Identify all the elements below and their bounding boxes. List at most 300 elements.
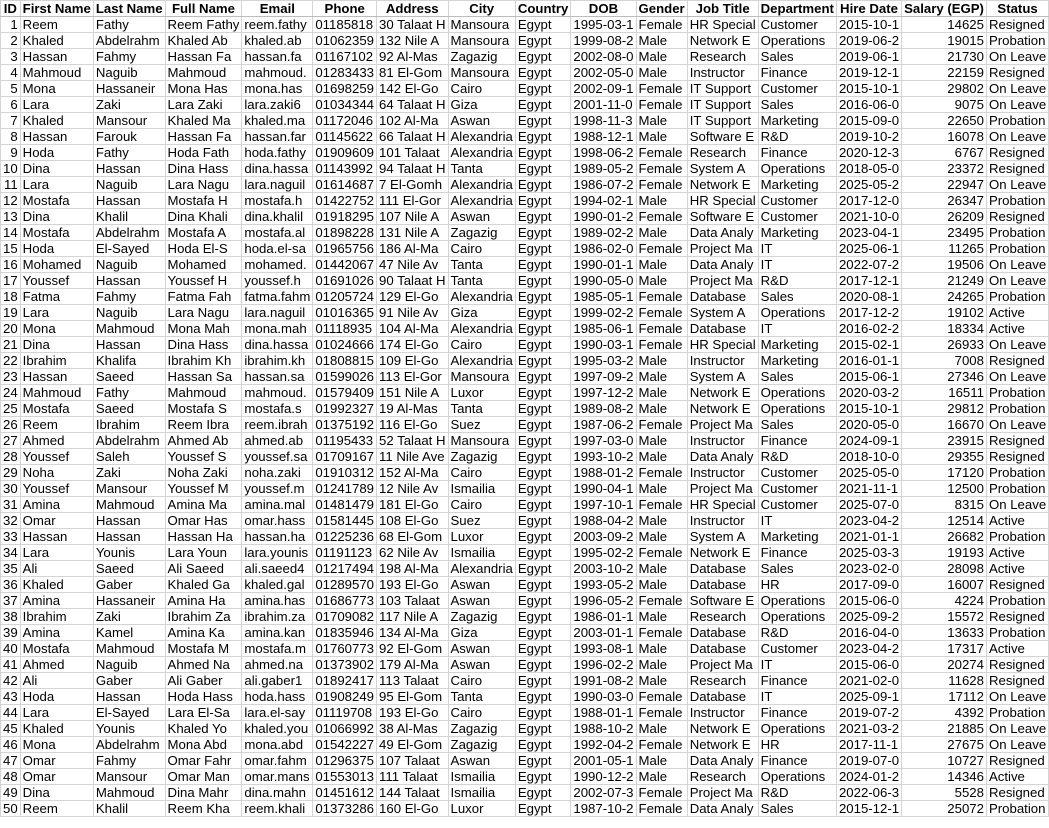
cell-first-name[interactable]: Dina	[20, 161, 93, 177]
cell-full-name[interactable]: Ali Gaber	[165, 673, 242, 689]
column-header-full-name[interactable]: Full Name	[165, 1, 242, 17]
cell-phone[interactable]: 01709082	[313, 609, 377, 625]
cell-department[interactable]: Finance	[758, 433, 836, 449]
cell-hire-date[interactable]: 2023-04-1	[836, 225, 901, 241]
cell-city[interactable]: Ismailia	[448, 769, 515, 785]
cell-status[interactable]: Resigned	[986, 673, 1048, 689]
cell-email[interactable]: ahmed.na	[242, 657, 313, 673]
cell-email[interactable]: ahmed.ab	[242, 433, 313, 449]
cell-address[interactable]: 117 Nile A	[377, 609, 448, 625]
cell-job-title[interactable]: System A	[687, 529, 758, 545]
cell-gender[interactable]: Female	[636, 161, 687, 177]
cell-address[interactable]: 111 Talaat	[377, 769, 448, 785]
cell-hire-date[interactable]: 2017-12-0	[836, 193, 901, 209]
cell-last-name[interactable]: Khalil	[93, 209, 165, 225]
cell-dob[interactable]: 1997-12-2	[571, 385, 636, 401]
cell-id[interactable]: 26	[1, 417, 21, 433]
cell-email[interactable]: hoda.el-sa	[242, 241, 313, 257]
cell-phone[interactable]: 01119708	[313, 705, 377, 721]
cell-hire-date[interactable]: 2016-04-0	[836, 625, 901, 641]
cell-salary[interactable]: 26933	[902, 337, 987, 353]
cell-full-name[interactable]: Amina Ka	[165, 625, 242, 641]
cell-department[interactable]: Marketing	[758, 529, 836, 545]
cell-address[interactable]: 92 El-Gom	[377, 641, 448, 657]
cell-status[interactable]: Resigned	[986, 17, 1048, 33]
cell-address[interactable]: 30 Talaat H	[377, 17, 448, 33]
cell-country[interactable]: Egypt	[515, 337, 571, 353]
cell-last-name[interactable]: Fahmy	[93, 289, 165, 305]
cell-email[interactable]: dina.mahn	[242, 785, 313, 801]
cell-salary[interactable]: 20274	[902, 657, 987, 673]
cell-salary[interactable]: 22650	[902, 113, 987, 129]
cell-dob[interactable]: 2002-09-1	[571, 81, 636, 97]
cell-first-name[interactable]: Mostafa	[20, 225, 93, 241]
cell-first-name[interactable]: Amina	[20, 625, 93, 641]
cell-country[interactable]: Egypt	[515, 513, 571, 529]
cell-salary[interactable]: 22159	[902, 65, 987, 81]
cell-email[interactable]: omar.hass	[242, 513, 313, 529]
cell-phone[interactable]: 01808815	[313, 353, 377, 369]
cell-gender[interactable]: Female	[636, 145, 687, 161]
cell-phone[interactable]: 01698259	[313, 81, 377, 97]
cell-status[interactable]: Resigned	[986, 209, 1048, 225]
cell-address[interactable]: 179 Al-Ma	[377, 657, 448, 673]
cell-salary[interactable]: 11628	[902, 673, 987, 689]
cell-status[interactable]: Resigned	[986, 433, 1048, 449]
cell-last-name[interactable]: Saleh	[93, 449, 165, 465]
cell-full-name[interactable]: Mona Mah	[165, 321, 242, 337]
cell-id[interactable]: 44	[1, 705, 21, 721]
cell-hire-date[interactable]: 2019-07-2	[836, 705, 901, 721]
cell-status[interactable]: On Leave	[986, 369, 1048, 385]
cell-id[interactable]: 31	[1, 497, 21, 513]
cell-hire-date[interactable]: 2021-10-0	[836, 209, 901, 225]
cell-gender[interactable]: Female	[636, 689, 687, 705]
cell-phone[interactable]: 01172046	[313, 113, 377, 129]
cell-department[interactable]: Finance	[758, 65, 836, 81]
cell-first-name[interactable]: Lara	[20, 305, 93, 321]
cell-dob[interactable]: 1986-01-1	[571, 609, 636, 625]
cell-country[interactable]: Egypt	[515, 273, 571, 289]
cell-last-name[interactable]: Mahmoud	[93, 497, 165, 513]
cell-department[interactable]: R&D	[758, 785, 836, 801]
cell-email[interactable]: hassan.fa	[242, 49, 313, 65]
cell-first-name[interactable]: Ali	[20, 561, 93, 577]
cell-email[interactable]: lara.naguil	[242, 305, 313, 321]
cell-status[interactable]: Probation	[986, 481, 1048, 497]
cell-phone[interactable]: 01691026	[313, 273, 377, 289]
cell-address[interactable]: 62 Nile Av	[377, 545, 448, 561]
cell-last-name[interactable]: Fahmy	[93, 49, 165, 65]
cell-first-name[interactable]: Mahmoud	[20, 385, 93, 401]
cell-gender[interactable]: Male	[636, 385, 687, 401]
cell-hire-date[interactable]: 2022-06-3	[836, 785, 901, 801]
cell-city[interactable]: Cairo	[448, 673, 515, 689]
cell-id[interactable]: 46	[1, 737, 21, 753]
cell-department[interactable]: Finance	[758, 145, 836, 161]
cell-email[interactable]: dina.hassa	[242, 337, 313, 353]
cell-full-name[interactable]: Dina Mahr	[165, 785, 242, 801]
cell-phone[interactable]: 01225236	[313, 529, 377, 545]
cell-full-name[interactable]: Dina Hass	[165, 161, 242, 177]
cell-dob[interactable]: 2003-01-1	[571, 625, 636, 641]
cell-address[interactable]: 92 Al-Mas	[377, 49, 448, 65]
cell-salary[interactable]: 4224	[902, 593, 987, 609]
cell-dob[interactable]: 1985-06-1	[571, 321, 636, 337]
cell-status[interactable]: Resigned	[986, 785, 1048, 801]
column-header-email[interactable]: Email	[242, 1, 313, 17]
cell-full-name[interactable]: Mostafa A	[165, 225, 242, 241]
cell-salary[interactable]: 23495	[902, 225, 987, 241]
cell-full-name[interactable]: Reem Ibra	[165, 417, 242, 433]
cell-country[interactable]: Egypt	[515, 353, 571, 369]
cell-salary[interactable]: 8315	[902, 497, 987, 513]
column-header-job-title[interactable]: Job Title	[687, 1, 758, 17]
cell-gender[interactable]: Male	[636, 449, 687, 465]
cell-last-name[interactable]: Fathy	[93, 145, 165, 161]
cell-full-name[interactable]: Ibrahim Kh	[165, 353, 242, 369]
cell-status[interactable]: Resigned	[986, 449, 1048, 465]
cell-id[interactable]: 6	[1, 97, 21, 113]
cell-id[interactable]: 7	[1, 113, 21, 129]
cell-city[interactable]: Suez	[448, 417, 515, 433]
cell-salary[interactable]: 23915	[902, 433, 987, 449]
cell-first-name[interactable]: Omar	[20, 513, 93, 529]
cell-full-name[interactable]: Mahmoud	[165, 385, 242, 401]
cell-hire-date[interactable]: 2019-06-1	[836, 49, 901, 65]
cell-city[interactable]: Alexandria	[448, 129, 515, 145]
cell-full-name[interactable]: Mahmoud	[165, 65, 242, 81]
cell-phone[interactable]: 01024666	[313, 337, 377, 353]
cell-first-name[interactable]: Mahmoud	[20, 65, 93, 81]
cell-phone[interactable]: 01283433	[313, 65, 377, 81]
cell-first-name[interactable]: Ibrahim	[20, 609, 93, 625]
cell-salary[interactable]: 14346	[902, 769, 987, 785]
cell-status[interactable]: Probation	[986, 625, 1048, 641]
cell-salary[interactable]: 29802	[902, 81, 987, 97]
cell-address[interactable]: 131 Nile A	[377, 225, 448, 241]
cell-first-name[interactable]: Lara	[20, 97, 93, 113]
cell-dob[interactable]: 1988-04-2	[571, 513, 636, 529]
cell-last-name[interactable]: Naguib	[93, 257, 165, 273]
cell-status[interactable]: Probation	[986, 225, 1048, 241]
cell-salary[interactable]: 21885	[902, 721, 987, 737]
cell-id[interactable]: 13	[1, 209, 21, 225]
cell-dob[interactable]: 1993-05-2	[571, 577, 636, 593]
cell-department[interactable]: Customer	[758, 465, 836, 481]
cell-department[interactable]: Customer	[758, 193, 836, 209]
cell-city[interactable]: Tanta	[448, 401, 515, 417]
cell-job-title[interactable]: Software E	[687, 129, 758, 145]
column-header-city[interactable]: City	[448, 1, 515, 17]
cell-city[interactable]: Aswan	[448, 641, 515, 657]
cell-address[interactable]: 94 Talaat H	[377, 161, 448, 177]
cell-salary[interactable]: 16007	[902, 577, 987, 593]
cell-salary[interactable]: 21730	[902, 49, 987, 65]
cell-gender[interactable]: Female	[636, 305, 687, 321]
cell-department[interactable]: Operations	[758, 305, 836, 321]
cell-salary[interactable]: 23372	[902, 161, 987, 177]
cell-first-name[interactable]: Hassan	[20, 129, 93, 145]
cell-full-name[interactable]: Lara El-Sa	[165, 705, 242, 721]
cell-country[interactable]: Egypt	[515, 369, 571, 385]
cell-job-title[interactable]: Instructor	[687, 705, 758, 721]
cell-id[interactable]: 43	[1, 689, 21, 705]
cell-last-name[interactable]: Abdelrahm	[93, 33, 165, 49]
cell-last-name[interactable]: Naguib	[93, 657, 165, 673]
cell-department[interactable]: Marketing	[758, 113, 836, 129]
cell-last-name[interactable]: Khalil	[93, 801, 165, 817]
cell-id[interactable]: 36	[1, 577, 21, 593]
cell-gender[interactable]: Male	[636, 65, 687, 81]
cell-country[interactable]: Egypt	[515, 497, 571, 513]
cell-job-title[interactable]: Network E	[687, 385, 758, 401]
cell-email[interactable]: mostafa.m	[242, 641, 313, 657]
cell-full-name[interactable]: Youssef S	[165, 449, 242, 465]
cell-address[interactable]: 129 El-Go	[377, 289, 448, 305]
cell-country[interactable]: Egypt	[515, 401, 571, 417]
cell-job-title[interactable]: Network E	[687, 721, 758, 737]
cell-gender[interactable]: Male	[636, 513, 687, 529]
cell-address[interactable]: 64 Talaat H	[377, 97, 448, 113]
cell-department[interactable]: Sales	[758, 49, 836, 65]
cell-job-title[interactable]: Database	[687, 561, 758, 577]
cell-last-name[interactable]: Hassaneir	[93, 81, 165, 97]
cell-email[interactable]: mona.has	[242, 81, 313, 97]
cell-address[interactable]: 107 Talaat	[377, 753, 448, 769]
cell-address[interactable]: 193 El-Go	[377, 705, 448, 721]
cell-job-title[interactable]: System A	[687, 305, 758, 321]
cell-address[interactable]: 160 El-Go	[377, 801, 448, 817]
cell-department[interactable]: Customer	[758, 81, 836, 97]
cell-gender[interactable]: Male	[636, 657, 687, 673]
cell-phone[interactable]: 01167102	[313, 49, 377, 65]
cell-full-name[interactable]: Mostafa H	[165, 193, 242, 209]
cell-id[interactable]: 41	[1, 657, 21, 673]
cell-job-title[interactable]: Data Analy	[687, 753, 758, 769]
column-header-first-name[interactable]: First Name	[20, 1, 93, 17]
cell-gender[interactable]: Male	[636, 129, 687, 145]
cell-city[interactable]: Alexandria	[448, 177, 515, 193]
cell-first-name[interactable]: Dina	[20, 209, 93, 225]
cell-department[interactable]: Finance	[758, 673, 836, 689]
cell-address[interactable]: 81 El-Gom	[377, 65, 448, 81]
cell-last-name[interactable]: Mansour	[93, 769, 165, 785]
cell-email[interactable]: ibrahim.kh	[242, 353, 313, 369]
cell-first-name[interactable]: Lara	[20, 177, 93, 193]
cell-first-name[interactable]: Mostafa	[20, 193, 93, 209]
cell-dob[interactable]: 1992-04-2	[571, 737, 636, 753]
cell-last-name[interactable]: Hassan	[93, 161, 165, 177]
cell-full-name[interactable]: Amina Ha	[165, 593, 242, 609]
cell-first-name[interactable]: Ahmed	[20, 657, 93, 673]
cell-last-name[interactable]: Mahmoud	[93, 785, 165, 801]
cell-job-title[interactable]: System A	[687, 161, 758, 177]
cell-status[interactable]: Active	[986, 321, 1048, 337]
cell-hire-date[interactable]: 2016-02-2	[836, 321, 901, 337]
cell-job-title[interactable]: Database	[687, 321, 758, 337]
cell-address[interactable]: 116 El-Go	[377, 417, 448, 433]
cell-gender[interactable]: Female	[636, 321, 687, 337]
cell-country[interactable]: Egypt	[515, 641, 571, 657]
cell-address[interactable]: 174 El-Go	[377, 337, 448, 353]
cell-salary[interactable]: 5528	[902, 785, 987, 801]
cell-gender[interactable]: Male	[636, 529, 687, 545]
cell-hire-date[interactable]: 2025-03-3	[836, 545, 901, 561]
cell-phone[interactable]: 01143992	[313, 161, 377, 177]
cell-job-title[interactable]: Research	[687, 49, 758, 65]
cell-first-name[interactable]: Youssef	[20, 273, 93, 289]
cell-first-name[interactable]: Hassan	[20, 369, 93, 385]
cell-phone[interactable]: 01118935	[313, 321, 377, 337]
cell-id[interactable]: 32	[1, 513, 21, 529]
cell-gender[interactable]: Female	[636, 545, 687, 561]
cell-address[interactable]: 198 Al-Ma	[377, 561, 448, 577]
cell-id[interactable]: 4	[1, 65, 21, 81]
cell-country[interactable]: Egypt	[515, 305, 571, 321]
cell-country[interactable]: Egypt	[515, 129, 571, 145]
cell-job-title[interactable]: HR Special	[687, 497, 758, 513]
cell-job-title[interactable]: HR Special	[687, 17, 758, 33]
cell-last-name[interactable]: Abdelrahm	[93, 433, 165, 449]
cell-email[interactable]: amina.mal	[242, 497, 313, 513]
cell-first-name[interactable]: Youssef	[20, 449, 93, 465]
cell-address[interactable]: 66 Talaat H	[377, 129, 448, 145]
cell-email[interactable]: noha.zaki	[242, 465, 313, 481]
cell-phone[interactable]: 01422752	[313, 193, 377, 209]
column-header-salary[interactable]: Salary (EGP)	[902, 1, 987, 17]
cell-id[interactable]: 8	[1, 129, 21, 145]
cell-country[interactable]: Egypt	[515, 449, 571, 465]
cell-email[interactable]: hassan.far	[242, 129, 313, 145]
cell-department[interactable]: Operations	[758, 593, 836, 609]
column-header-country[interactable]: Country	[515, 1, 571, 17]
cell-full-name[interactable]: Lara Nagu	[165, 305, 242, 321]
cell-hire-date[interactable]: 2015-09-0	[836, 113, 901, 129]
cell-hire-date[interactable]: 2019-07-0	[836, 753, 901, 769]
cell-city[interactable]: Cairo	[448, 241, 515, 257]
cell-salary[interactable]: 10727	[902, 753, 987, 769]
cell-salary[interactable]: 29355	[902, 449, 987, 465]
cell-full-name[interactable]: Ali Saeed	[165, 561, 242, 577]
cell-job-title[interactable]: Data Analy	[687, 801, 758, 817]
cell-department[interactable]: Operations	[758, 609, 836, 625]
cell-phone[interactable]: 01451612	[313, 785, 377, 801]
cell-job-title[interactable]: Research	[687, 769, 758, 785]
cell-first-name[interactable]: Omar	[20, 753, 93, 769]
cell-dob[interactable]: 1986-02-0	[571, 241, 636, 257]
cell-status[interactable]: Probation	[986, 465, 1048, 481]
cell-department[interactable]: IT	[758, 321, 836, 337]
cell-first-name[interactable]: Mona	[20, 81, 93, 97]
cell-status[interactable]: Resigned	[986, 161, 1048, 177]
cell-last-name[interactable]: Khalifa	[93, 353, 165, 369]
cell-job-title[interactable]: Project Ma	[687, 481, 758, 497]
cell-hire-date[interactable]: 2023-04-2	[836, 513, 901, 529]
cell-country[interactable]: Egypt	[515, 225, 571, 241]
cell-first-name[interactable]: Noha	[20, 465, 93, 481]
cell-first-name[interactable]: Ibrahim	[20, 353, 93, 369]
cell-address[interactable]: 52 Talaat H	[377, 433, 448, 449]
cell-phone[interactable]: 01442067	[313, 257, 377, 273]
cell-address[interactable]: 68 El-Gom	[377, 529, 448, 545]
cell-status[interactable]: Active	[986, 641, 1048, 657]
cell-department[interactable]: Customer	[758, 641, 836, 657]
cell-full-name[interactable]: Ahmed Ab	[165, 433, 242, 449]
cell-dob[interactable]: 1990-03-1	[571, 337, 636, 353]
cell-email[interactable]: reem.fathy	[242, 17, 313, 33]
column-header-phone[interactable]: Phone	[313, 1, 377, 17]
cell-status[interactable]: On Leave	[986, 49, 1048, 65]
cell-id[interactable]: 9	[1, 145, 21, 161]
cell-full-name[interactable]: Khaled Ma	[165, 113, 242, 129]
cell-department[interactable]: Finance	[758, 705, 836, 721]
cell-city[interactable]: Ismailia	[448, 785, 515, 801]
cell-address[interactable]: 104 Al-Ma	[377, 321, 448, 337]
cell-job-title[interactable]: IT Support	[687, 97, 758, 113]
cell-hire-date[interactable]: 2024-01-2	[836, 769, 901, 785]
cell-department[interactable]: Sales	[758, 561, 836, 577]
cell-country[interactable]: Egypt	[515, 417, 571, 433]
cell-gender[interactable]: Male	[636, 369, 687, 385]
cell-salary[interactable]: 26209	[902, 209, 987, 225]
cell-phone[interactable]: 01910312	[313, 465, 377, 481]
cell-city[interactable]: Tanta	[448, 273, 515, 289]
cell-last-name[interactable]: El-Sayed	[93, 705, 165, 721]
cell-last-name[interactable]: Fathy	[93, 385, 165, 401]
cell-first-name[interactable]: Khaled	[20, 577, 93, 593]
cell-hire-date[interactable]: 2020-03-2	[836, 385, 901, 401]
cell-job-title[interactable]: Instructor	[687, 513, 758, 529]
cell-address[interactable]: 90 Talaat H	[377, 273, 448, 289]
cell-country[interactable]: Egypt	[515, 17, 571, 33]
cell-salary[interactable]: 19102	[902, 305, 987, 321]
cell-phone[interactable]: 01599026	[313, 369, 377, 385]
cell-country[interactable]: Egypt	[515, 721, 571, 737]
cell-country[interactable]: Egypt	[515, 385, 571, 401]
cell-status[interactable]: Probation	[986, 289, 1048, 305]
cell-department[interactable]: Operations	[758, 33, 836, 49]
cell-dob[interactable]: 1991-08-2	[571, 673, 636, 689]
cell-first-name[interactable]: Hassan	[20, 49, 93, 65]
cell-id[interactable]: 39	[1, 625, 21, 641]
cell-gender[interactable]: Female	[636, 81, 687, 97]
cell-address[interactable]: 144 Talaat	[377, 785, 448, 801]
cell-gender[interactable]: Female	[636, 593, 687, 609]
cell-address[interactable]: 95 El-Gom	[377, 689, 448, 705]
cell-dob[interactable]: 1990-01-2	[571, 209, 636, 225]
cell-job-title[interactable]: Database	[687, 289, 758, 305]
cell-gender[interactable]: Male	[636, 225, 687, 241]
column-header-id[interactable]: ID	[1, 1, 21, 17]
cell-last-name[interactable]: Zaki	[93, 97, 165, 113]
cell-department[interactable]: Customer	[758, 481, 836, 497]
cell-salary[interactable]: 22947	[902, 177, 987, 193]
cell-last-name[interactable]: El-Sayed	[93, 241, 165, 257]
cell-city[interactable]: Aswan	[448, 593, 515, 609]
cell-full-name[interactable]: Reem Kha	[165, 801, 242, 817]
cell-email[interactable]: mahmoud.	[242, 385, 313, 401]
cell-gender[interactable]: Female	[636, 337, 687, 353]
cell-country[interactable]: Egypt	[515, 161, 571, 177]
cell-job-title[interactable]: Instructor	[687, 465, 758, 481]
cell-hire-date[interactable]: 2023-02-0	[836, 561, 901, 577]
cell-salary[interactable]: 19193	[902, 545, 987, 561]
cell-id[interactable]: 12	[1, 193, 21, 209]
cell-dob[interactable]: 1988-12-1	[571, 129, 636, 145]
cell-last-name[interactable]: Kamel	[93, 625, 165, 641]
cell-dob[interactable]: 2001-05-1	[571, 753, 636, 769]
